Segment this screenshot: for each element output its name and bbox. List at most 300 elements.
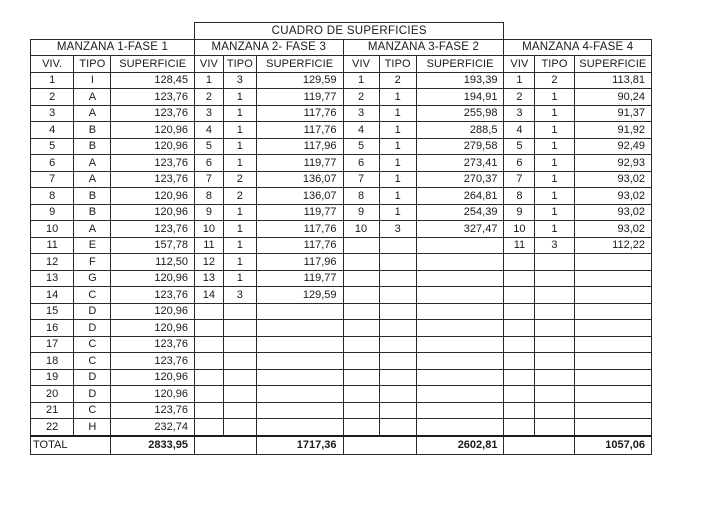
table-row: [31, 287, 652, 304]
tipo-cell: 1: [223, 204, 256, 221]
empty-cell: [574, 254, 651, 271]
column-header: VIV: [504, 56, 535, 73]
viv-cell: 14: [31, 287, 74, 304]
empty-cell: [194, 402, 223, 419]
column-header: VIV: [194, 56, 223, 73]
empty-cell: [416, 287, 504, 304]
viv-cell: 11: [31, 237, 74, 254]
empty-cell: [416, 419, 504, 436]
viv-cell: 1: [504, 72, 535, 89]
tipo-cell: 3: [535, 237, 574, 254]
viv-cell: 20: [31, 386, 74, 403]
superficie-cell: 123,76: [111, 353, 195, 370]
viv-cell: 14: [194, 287, 223, 304]
empty-cell: [574, 369, 651, 386]
superficie-cell: 264,81: [416, 188, 504, 205]
viv-cell: 9: [343, 204, 379, 221]
block-header: MANZANA 3-FASE 2: [343, 39, 504, 56]
table-row: [31, 105, 652, 122]
table-row: [31, 254, 652, 271]
superficie-cell: 112,50: [111, 254, 195, 271]
empty-cell: [223, 402, 256, 419]
viv-cell: 5: [343, 138, 379, 155]
empty-cell: [416, 237, 504, 254]
superficie-cell: 123,76: [111, 287, 195, 304]
empty-cell: [223, 303, 256, 320]
tipo-cell: 1: [223, 221, 256, 238]
empty-cell: [379, 336, 416, 353]
empty-cell: [343, 303, 379, 320]
empty-cell: [416, 369, 504, 386]
superficie-cell: 123,76: [111, 221, 195, 238]
empty-cell: [343, 386, 379, 403]
table-row: [31, 89, 652, 106]
empty-cell: [504, 320, 535, 337]
superficie-cell: 117,96: [256, 254, 343, 271]
superficie-cell: 120,96: [111, 303, 195, 320]
empty-cell: [416, 320, 504, 337]
tipo-cell: A: [74, 171, 111, 188]
table-title: CUADRO DE SUPERFICIES: [194, 23, 503, 40]
superficie-cell: 117,76: [256, 122, 343, 139]
viv-cell: 8: [343, 188, 379, 205]
empty-cell: [504, 369, 535, 386]
tipo-cell: 1: [379, 188, 416, 205]
superficie-cell: 119,77: [256, 204, 343, 221]
tipo-cell: 1: [535, 171, 574, 188]
viv-cell: 10: [31, 221, 74, 238]
column-header: VIV: [343, 56, 379, 73]
tipo-cell: 1: [535, 188, 574, 205]
tipo-cell: 3: [223, 72, 256, 89]
viv-cell: 7: [504, 171, 535, 188]
superficie-cell: 117,96: [256, 138, 343, 155]
superficie-cell: 119,77: [256, 270, 343, 287]
table-row: [31, 204, 652, 221]
superficie-cell: 119,77: [256, 89, 343, 106]
table-row: [31, 237, 652, 254]
superficie-cell: 120,96: [111, 122, 195, 139]
viv-cell: 21: [31, 402, 74, 419]
viv-cell: 4: [194, 122, 223, 139]
empty-cell: [535, 386, 574, 403]
empty-cell: [535, 287, 574, 304]
empty-cell: [574, 419, 651, 436]
table-row: [31, 369, 652, 386]
empty-cell: [379, 320, 416, 337]
column-header: SUPERFICIE: [574, 56, 651, 73]
tipo-cell: D: [74, 386, 111, 403]
empty-cell: [379, 237, 416, 254]
viv-cell: 10: [194, 221, 223, 238]
column-header: SUPERFICIE: [256, 56, 343, 73]
tipo-cell: 1: [535, 122, 574, 139]
empty-cell: [194, 369, 223, 386]
viv-cell: 6: [31, 155, 74, 172]
empty-cell: [535, 303, 574, 320]
empty-cell: [379, 402, 416, 419]
superficie-cell: 112,22: [574, 237, 651, 254]
viv-cell: 8: [194, 188, 223, 205]
empty-cell: [574, 320, 651, 337]
empty-cell: [574, 270, 651, 287]
superficies-table: [30, 22, 652, 455]
column-header: TIPO: [223, 56, 256, 73]
tipo-cell: 1: [379, 105, 416, 122]
superficie-cell: 120,96: [111, 386, 195, 403]
superficie-cell: 117,76: [256, 221, 343, 238]
empty-cell: [194, 320, 223, 337]
table-row: [31, 171, 652, 188]
superficie-cell: 93,02: [574, 171, 651, 188]
empty-cell: [343, 336, 379, 353]
column-header: SUPERFICIE: [416, 56, 504, 73]
superficie-cell: 123,76: [111, 155, 195, 172]
viv-cell: 1: [31, 72, 74, 89]
superficie-cell: 193,39: [416, 72, 504, 89]
superficie-cell: 91,37: [574, 105, 651, 122]
superficie-cell: 123,76: [111, 402, 195, 419]
superficie-cell: 123,76: [111, 89, 195, 106]
empty-cell: [379, 270, 416, 287]
superficie-cell: 254,39: [416, 204, 504, 221]
tipo-cell: 2: [379, 72, 416, 89]
viv-cell: 10: [504, 221, 535, 238]
block-total: 2833,95: [111, 436, 195, 455]
superficie-cell: 117,76: [256, 237, 343, 254]
viv-cell: 3: [343, 105, 379, 122]
empty-cell: [535, 402, 574, 419]
viv-cell: 4: [31, 122, 74, 139]
tipo-cell: 1: [379, 155, 416, 172]
empty-cell: [574, 353, 651, 370]
tipo-cell: 1: [535, 89, 574, 106]
tipo-cell: 2: [223, 171, 256, 188]
tipo-cell: 1: [379, 204, 416, 221]
empty-cell: [535, 254, 574, 271]
superficie-cell: 119,77: [256, 155, 343, 172]
tipo-cell: B: [74, 122, 111, 139]
viv-cell: 13: [194, 270, 223, 287]
superficie-cell: 93,02: [574, 204, 651, 221]
empty-cell: [343, 419, 379, 436]
viv-cell: 18: [31, 353, 74, 370]
empty-cell: [223, 336, 256, 353]
viv-cell: 11: [194, 237, 223, 254]
superficie-cell: 120,96: [111, 320, 195, 337]
empty-cell: [256, 402, 343, 419]
empty-cell: [504, 402, 535, 419]
viv-cell: 7: [194, 171, 223, 188]
superficie-cell: 123,76: [111, 336, 195, 353]
tipo-cell: B: [74, 138, 111, 155]
superficie-cell: 120,96: [111, 270, 195, 287]
table-row: [31, 320, 652, 337]
tipo-cell: 1: [223, 122, 256, 139]
superficie-cell: 136,07: [256, 171, 343, 188]
table-row: [31, 419, 652, 436]
table-row: [31, 402, 652, 419]
empty-cell: [194, 336, 223, 353]
tipo-cell: C: [74, 336, 111, 353]
tipo-cell: C: [74, 287, 111, 304]
superficie-cell: 93,02: [574, 221, 651, 238]
empty-cell: [504, 254, 535, 271]
viv-cell: 5: [31, 138, 74, 155]
viv-cell: 19: [31, 369, 74, 386]
tipo-cell: B: [74, 188, 111, 205]
superficie-cell: 120,96: [111, 204, 195, 221]
table-row: [31, 336, 652, 353]
table-row: [31, 155, 652, 172]
tipo-cell: E: [74, 237, 111, 254]
empty-cell: [256, 386, 343, 403]
empty-cell: [223, 353, 256, 370]
tipo-cell: A: [74, 221, 111, 238]
tipo-cell: 1: [535, 138, 574, 155]
empty-cell: [256, 353, 343, 370]
tipo-cell: 3: [379, 221, 416, 238]
empty-cell: [343, 254, 379, 271]
table-row: [31, 188, 652, 205]
column-header: VIV.: [31, 56, 74, 73]
empty-cell: [535, 419, 574, 436]
empty-cell: [343, 436, 416, 455]
tipo-cell: 1: [223, 105, 256, 122]
tipo-cell: A: [74, 105, 111, 122]
block-header: MANZANA 1-FASE 1: [31, 39, 195, 56]
superficie-cell: 120,96: [111, 369, 195, 386]
viv-cell: 1: [343, 72, 379, 89]
viv-cell: 13: [31, 270, 74, 287]
tipo-cell: 3: [223, 287, 256, 304]
viv-cell: 9: [504, 204, 535, 221]
empty-cell: [504, 386, 535, 403]
tipo-cell: 1: [223, 89, 256, 106]
tipo-cell: 1: [223, 155, 256, 172]
viv-cell: 16: [31, 320, 74, 337]
empty-cell: [194, 353, 223, 370]
superficie-cell: 128,45: [111, 72, 195, 89]
viv-cell: 12: [31, 254, 74, 271]
viv-cell: 17: [31, 336, 74, 353]
tipo-cell: D: [74, 303, 111, 320]
viv-cell: 3: [504, 105, 535, 122]
tipo-cell: 1: [223, 254, 256, 271]
tipo-cell: 2: [535, 72, 574, 89]
viv-cell: 3: [194, 105, 223, 122]
tipo-cell: 1: [223, 138, 256, 155]
tipo-cell: 1: [379, 89, 416, 106]
tipo-cell: 1: [535, 155, 574, 172]
empty-cell: [379, 419, 416, 436]
superficie-cell: 273,41: [416, 155, 504, 172]
viv-cell: 4: [343, 122, 379, 139]
empty-cell: [343, 287, 379, 304]
empty-cell: [535, 336, 574, 353]
empty-cell: [574, 386, 651, 403]
table-row: [31, 122, 652, 139]
viv-cell: 15: [31, 303, 74, 320]
viv-cell: 5: [194, 138, 223, 155]
empty-cell: [504, 419, 535, 436]
superficie-cell: 120,96: [111, 138, 195, 155]
superficie-cell: 270,37: [416, 171, 504, 188]
tipo-cell: I: [74, 72, 111, 89]
superficie-cell: 123,76: [111, 105, 195, 122]
viv-cell: 4: [504, 122, 535, 139]
superficie-cell: 123,76: [111, 171, 195, 188]
viv-cell: 2: [343, 89, 379, 106]
viv-cell: 8: [31, 188, 74, 205]
column-header: TIPO: [379, 56, 416, 73]
empty-cell: [416, 402, 504, 419]
viv-cell: 1: [194, 72, 223, 89]
tipo-cell: 1: [535, 221, 574, 238]
table-row: [31, 270, 652, 287]
empty-cell: [535, 270, 574, 287]
column-header: TIPO: [74, 56, 111, 73]
empty-cell: [223, 419, 256, 436]
table-row: [31, 138, 652, 155]
empty-cell: [504, 270, 535, 287]
superficie-cell: 92,93: [574, 155, 651, 172]
tipo-cell: 2: [223, 188, 256, 205]
table-row: [31, 221, 652, 238]
empty-cell: [504, 436, 574, 455]
superficie-cell: 232,74: [111, 419, 195, 436]
tipo-cell: H: [74, 419, 111, 436]
viv-cell: 6: [504, 155, 535, 172]
superficie-cell: 90,24: [574, 89, 651, 106]
empty-cell: [343, 270, 379, 287]
superficie-cell: 113,81: [574, 72, 651, 89]
tipo-cell: C: [74, 353, 111, 370]
tipo-cell: 1: [379, 122, 416, 139]
empty-cell: [574, 287, 651, 304]
viv-cell: 7: [31, 171, 74, 188]
viv-cell: 2: [504, 89, 535, 106]
tipo-cell: 1: [535, 105, 574, 122]
empty-cell: [504, 287, 535, 304]
superficie-cell: 157,78: [111, 237, 195, 254]
tipo-cell: B: [74, 204, 111, 221]
empty-cell: [194, 436, 256, 455]
superficie-cell: 129,59: [256, 72, 343, 89]
empty-cell: [379, 303, 416, 320]
viv-cell: 11: [504, 237, 535, 254]
superficie-cell: 255,98: [416, 105, 504, 122]
viv-cell: 3: [31, 105, 74, 122]
viv-cell: 9: [194, 204, 223, 221]
empty-cell: [194, 303, 223, 320]
empty-cell: [256, 369, 343, 386]
superficie-cell: 288,5: [416, 122, 504, 139]
viv-cell: 5: [504, 138, 535, 155]
superficie-cell: 93,02: [574, 188, 651, 205]
empty-cell: [504, 303, 535, 320]
empty-cell: [574, 336, 651, 353]
tipo-cell: 1: [535, 204, 574, 221]
empty-cell: [256, 419, 343, 436]
empty-cell: [379, 254, 416, 271]
empty-cell: [535, 353, 574, 370]
empty-cell: [416, 353, 504, 370]
empty-cell: [574, 303, 651, 320]
table-row: [31, 72, 652, 89]
viv-cell: 2: [31, 89, 74, 106]
empty-cell: [343, 369, 379, 386]
tipo-cell: 1: [379, 138, 416, 155]
tipo-cell: D: [74, 320, 111, 337]
empty-cell: [535, 320, 574, 337]
tipo-cell: 1: [223, 237, 256, 254]
viv-cell: 9: [31, 204, 74, 221]
empty-cell: [256, 320, 343, 337]
superficie-cell: 129,59: [256, 287, 343, 304]
viv-cell: 2: [194, 89, 223, 106]
table-row: [31, 303, 652, 320]
tipo-cell: 1: [223, 270, 256, 287]
superficie-cell: 194,91: [416, 89, 504, 106]
empty-cell: [379, 353, 416, 370]
empty-cell: [343, 237, 379, 254]
empty-cell: [504, 353, 535, 370]
empty-cell: [416, 270, 504, 287]
empty-cell: [379, 287, 416, 304]
empty-cell: [416, 254, 504, 271]
tipo-cell: 1: [379, 171, 416, 188]
empty-cell: [194, 386, 223, 403]
block-total: 2602,81: [416, 436, 504, 455]
tipo-cell: A: [74, 155, 111, 172]
superficie-cell: 120,96: [111, 188, 195, 205]
empty-cell: [343, 353, 379, 370]
empty-cell: [343, 402, 379, 419]
superficie-cell: 91,92: [574, 122, 651, 139]
empty-cell: [416, 303, 504, 320]
empty-cell: [574, 402, 651, 419]
empty-cell: [379, 369, 416, 386]
viv-cell: 12: [194, 254, 223, 271]
table-row: [31, 386, 652, 403]
viv-cell: 7: [343, 171, 379, 188]
empty-cell: [256, 303, 343, 320]
superficie-cell: 117,76: [256, 105, 343, 122]
tipo-cell: F: [74, 254, 111, 271]
column-header: SUPERFICIE: [111, 56, 195, 73]
superficie-cell: 136,07: [256, 188, 343, 205]
tipo-cell: G: [74, 270, 111, 287]
total-label: TOTAL: [31, 436, 111, 455]
superficie-cell: 279,58: [416, 138, 504, 155]
tipo-cell: A: [74, 89, 111, 106]
empty-cell: [223, 386, 256, 403]
block-total: 1057,06: [574, 436, 651, 455]
empty-cell: [416, 386, 504, 403]
block-header: MANZANA 4-FASE 4: [504, 39, 652, 56]
empty-cell: [223, 320, 256, 337]
empty-cell: [256, 336, 343, 353]
column-header: TIPO: [535, 56, 574, 73]
tipo-cell: D: [74, 369, 111, 386]
empty-cell: [223, 369, 256, 386]
empty-cell: [194, 419, 223, 436]
block-total: 1717,36: [256, 436, 343, 455]
superficie-cell: 92,49: [574, 138, 651, 155]
viv-cell: 22: [31, 419, 74, 436]
viv-cell: 6: [343, 155, 379, 172]
